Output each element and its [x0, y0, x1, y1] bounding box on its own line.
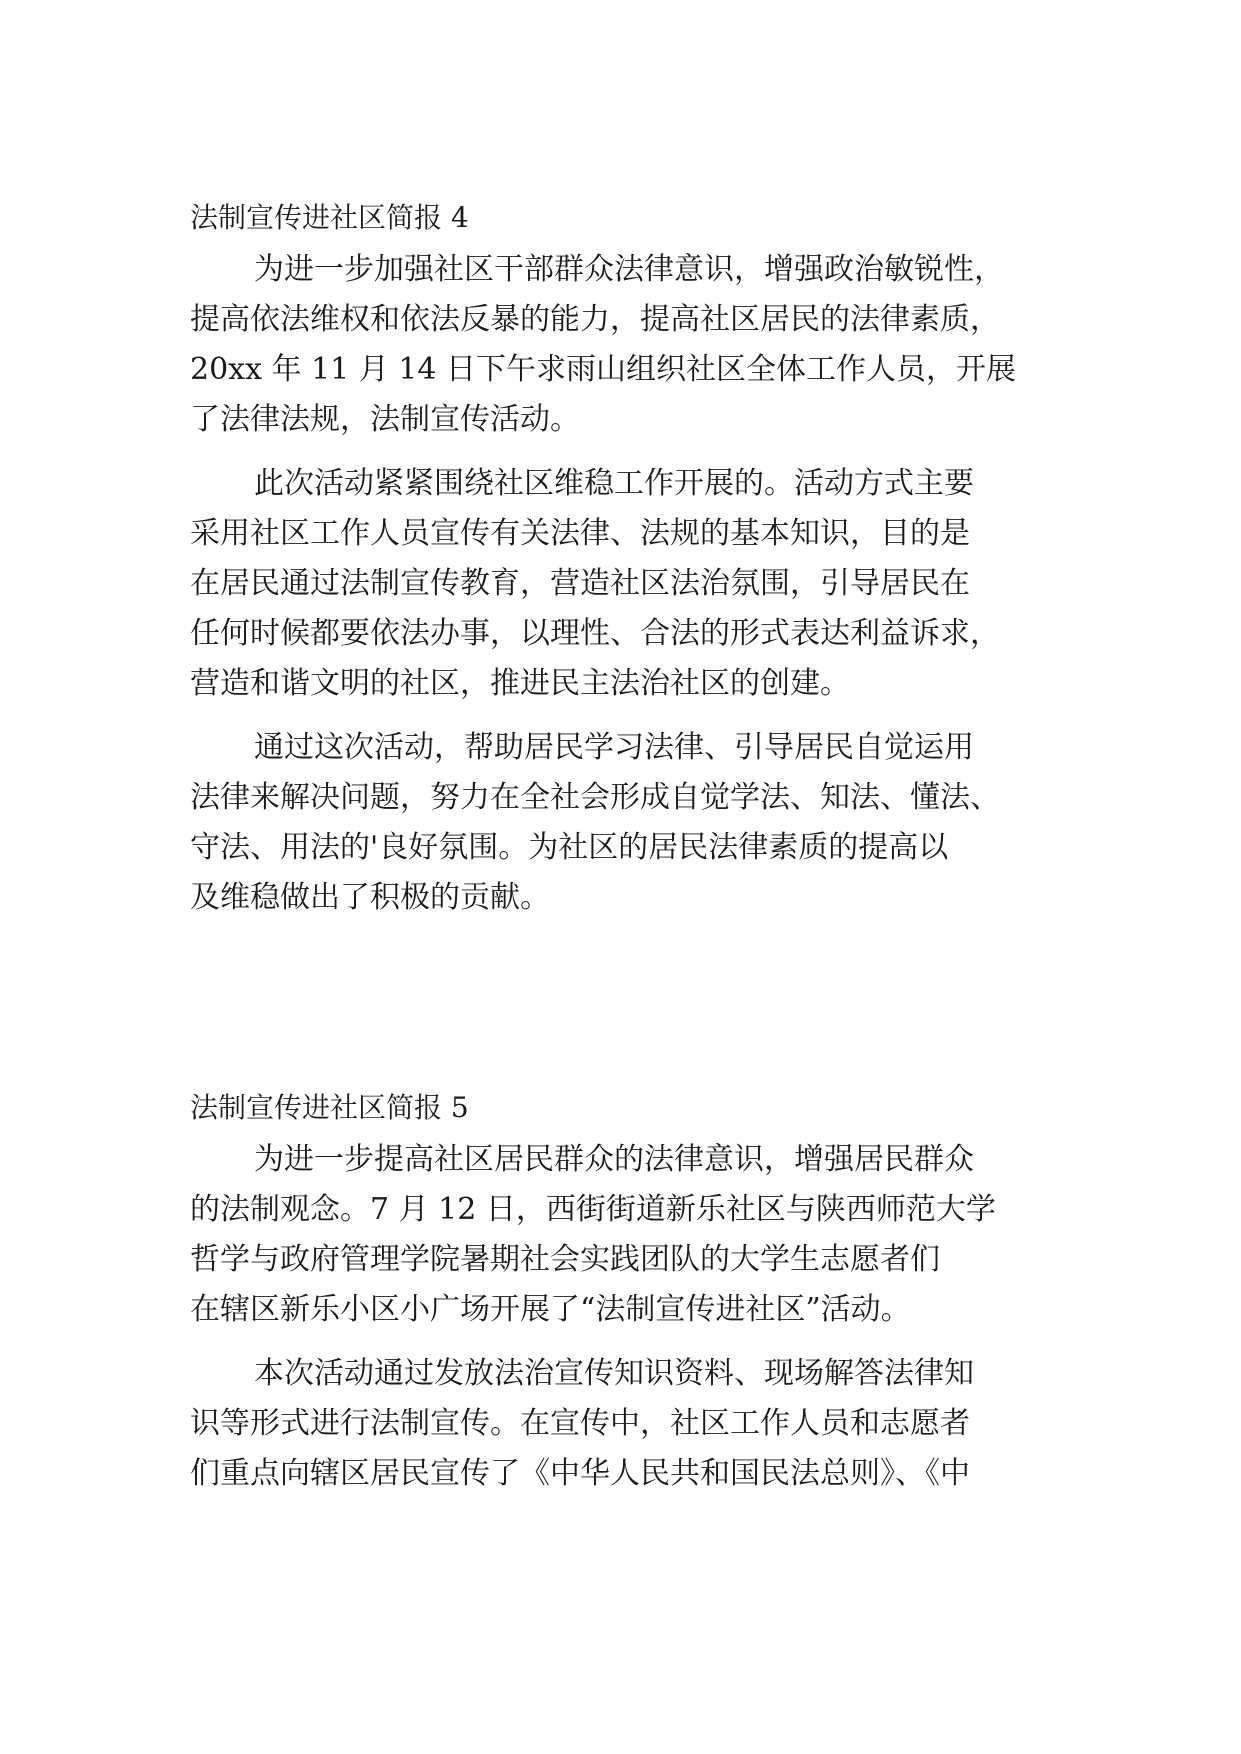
text-line: 了法律法规，法制宣传活动。: [190, 402, 580, 437]
text-line: 在辖区新乐小区小广场开展了“法制宣传进社区”活动。: [190, 1292, 911, 1327]
text-line: 哲学与政府管理学院暑期社会实践团队的大学生志愿者们: [190, 1242, 940, 1277]
section-briefing-5: [190, 1083, 1050, 1513]
paragraph: [190, 459, 1050, 709]
text-line: 们重点向辖区居民宣传了《中华人民共和国民法总则》、《中: [190, 1456, 970, 1491]
text-line: 本次活动通过发放法治宣传知识资料、现场解答法律知: [254, 1356, 974, 1391]
paragraph: [190, 1135, 1050, 1335]
section-briefing-4: [190, 193, 1050, 937]
paragraph: [190, 1349, 1050, 1499]
text-line: 法律来解决问题，努力在全社会形成自觉学法、知法、懂法、: [190, 780, 1000, 815]
paragraph: [190, 723, 1050, 923]
section-title: 法制宣传进社区简报 5: [190, 1091, 469, 1124]
text-line: 为进一步加强社区干部群众法律意识，增强政治敏锐性，: [254, 252, 1004, 287]
section-title: 法制宣传进社区简报 4: [190, 201, 469, 234]
text-line: 营造和谐文明的社区，推进民主法治社区的创建。: [190, 666, 850, 701]
text-line: 通过这次活动，帮助居民学习法律、引导居民自觉运用: [254, 730, 974, 765]
text-line: 守法、用法的'良好氛围。为社区的居民法律素质的提高以: [190, 830, 949, 865]
text-line: 为进一步提高社区居民群众的法律意识，增强居民群众: [254, 1142, 974, 1177]
text-line: 此次活动紧紧围绕社区维稳工作开展的。活动方式主要: [254, 466, 974, 501]
text-line: 任何时候都要依法办事，以理性、合法的形式表达利益诉求，: [190, 616, 1000, 651]
text-line: 在居民通过法制宣传教育，营造社区法治氛围，引导居民在: [190, 566, 970, 601]
text-line: 20xx 年 11 月 14 日下午求雨山组织社区全体工作人员，开展: [190, 352, 1017, 387]
text-line: 的法制观念。7 月 12 日，西街街道新乐社区与陕西师范大学: [190, 1192, 996, 1227]
text-line: 识等形式进行法制宣传。在宣传中，社区工作人员和志愿者: [190, 1406, 970, 1441]
text-line: 提高依法维权和依法反暴的能力，提高社区居民的法律素质，: [190, 302, 1000, 337]
paragraph: [190, 245, 1050, 445]
text-line: 采用社区工作人员宣传有关法律、法规的基本知识，目的是: [190, 516, 970, 551]
text-line: 及维稳做出了积极的贡献。: [190, 880, 550, 915]
